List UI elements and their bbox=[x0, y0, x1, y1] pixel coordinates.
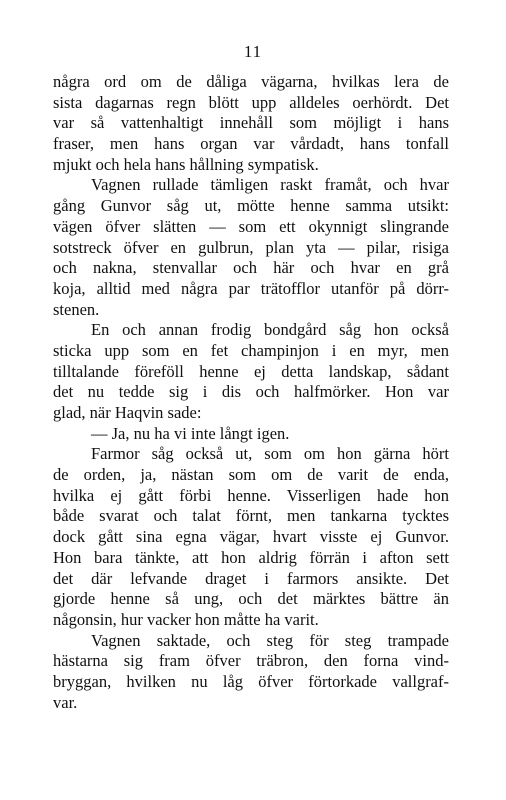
text-line: sticka upp som en fet champinjon i en myr, men bbox=[53, 340, 449, 360]
text-line: Vagnen saktade, och steg för steg trampade bbox=[91, 630, 449, 650]
text-line: det nu tedde sig i dis och halfmörker. Hon var bbox=[53, 382, 449, 402]
text-line: hvilka ej gått förbi henne. Visserligen hade hon bbox=[53, 485, 449, 505]
text-line: stenen. bbox=[53, 299, 100, 319]
text-line: Vagnen rullade tämligen raskt framåt, och hvar bbox=[91, 175, 449, 195]
text-line: En och annan frodig bondgård såg hon också bbox=[91, 320, 449, 340]
text-line: var så vattenhaltigt innehåll som möjligt i hans bbox=[53, 113, 449, 133]
text-line: Farmor såg också ut, som om hon gärna hört bbox=[91, 444, 449, 464]
text-line: bryggan, hvilken nu låg öfver förtorkade vallgraf- bbox=[53, 671, 449, 691]
text-line: någonsin, hur vacker hon måtte ha varit. bbox=[53, 609, 319, 629]
text-line: tilltalande föreföll henne ej detta landskap, sådant bbox=[53, 361, 449, 381]
text-line: några ord om de dåliga vägarna, hvilkas lera de bbox=[53, 72, 449, 91]
page-number: 11 bbox=[243, 42, 263, 61]
text-line: glad, när Haqvin sade: bbox=[53, 403, 202, 422]
text-line: det där lefvande draget i farmors ansikte. Det bbox=[53, 568, 449, 588]
text-line: de orden, ja, nästan som om de varit de enda, bbox=[53, 465, 449, 485]
text-line: koja, alltid med några par trätofflor utanför på dörr- bbox=[53, 278, 449, 298]
text-line: vägen öfver slätten — som ett okynnigt slingrande bbox=[53, 216, 449, 236]
text-line: sista dagarnas regn blött upp alldeles oerhördt. Det bbox=[53, 92, 449, 112]
text-line: och nakna, stenvallar och här och hvar en grå bbox=[53, 258, 449, 278]
text-line: gjorde henne så ung, och det märktes bättre än bbox=[53, 589, 449, 609]
text-line: Hon bara tänkte, att hon aldrig förrän i afton sett bbox=[53, 547, 449, 567]
text-line: mjukt och hela hans hållning sympatisk. bbox=[53, 154, 319, 174]
text-line: var. bbox=[53, 692, 78, 712]
text-line: både svarat och talat förnt, men tankarna tycktes bbox=[53, 506, 449, 526]
text-line: dock gått sina egna vägar, hvart visste ej Gunvor. bbox=[53, 527, 449, 547]
text-line: fraser, men hans organ var vårdadt, hans tonfall bbox=[53, 134, 449, 154]
text-line: — Ja, nu ha vi inte långt igen. bbox=[91, 423, 290, 443]
text-line: sotstreck öfver en gulbrun, plan yta — pilar, risiga bbox=[53, 237, 449, 257]
text-line: gång Gunvor såg ut, mötte henne samma utsikt: bbox=[53, 196, 449, 216]
text-line: hästarna sig fram öfver träbron, den forna vind- bbox=[53, 651, 449, 671]
body-text bbox=[53, 72, 449, 713]
